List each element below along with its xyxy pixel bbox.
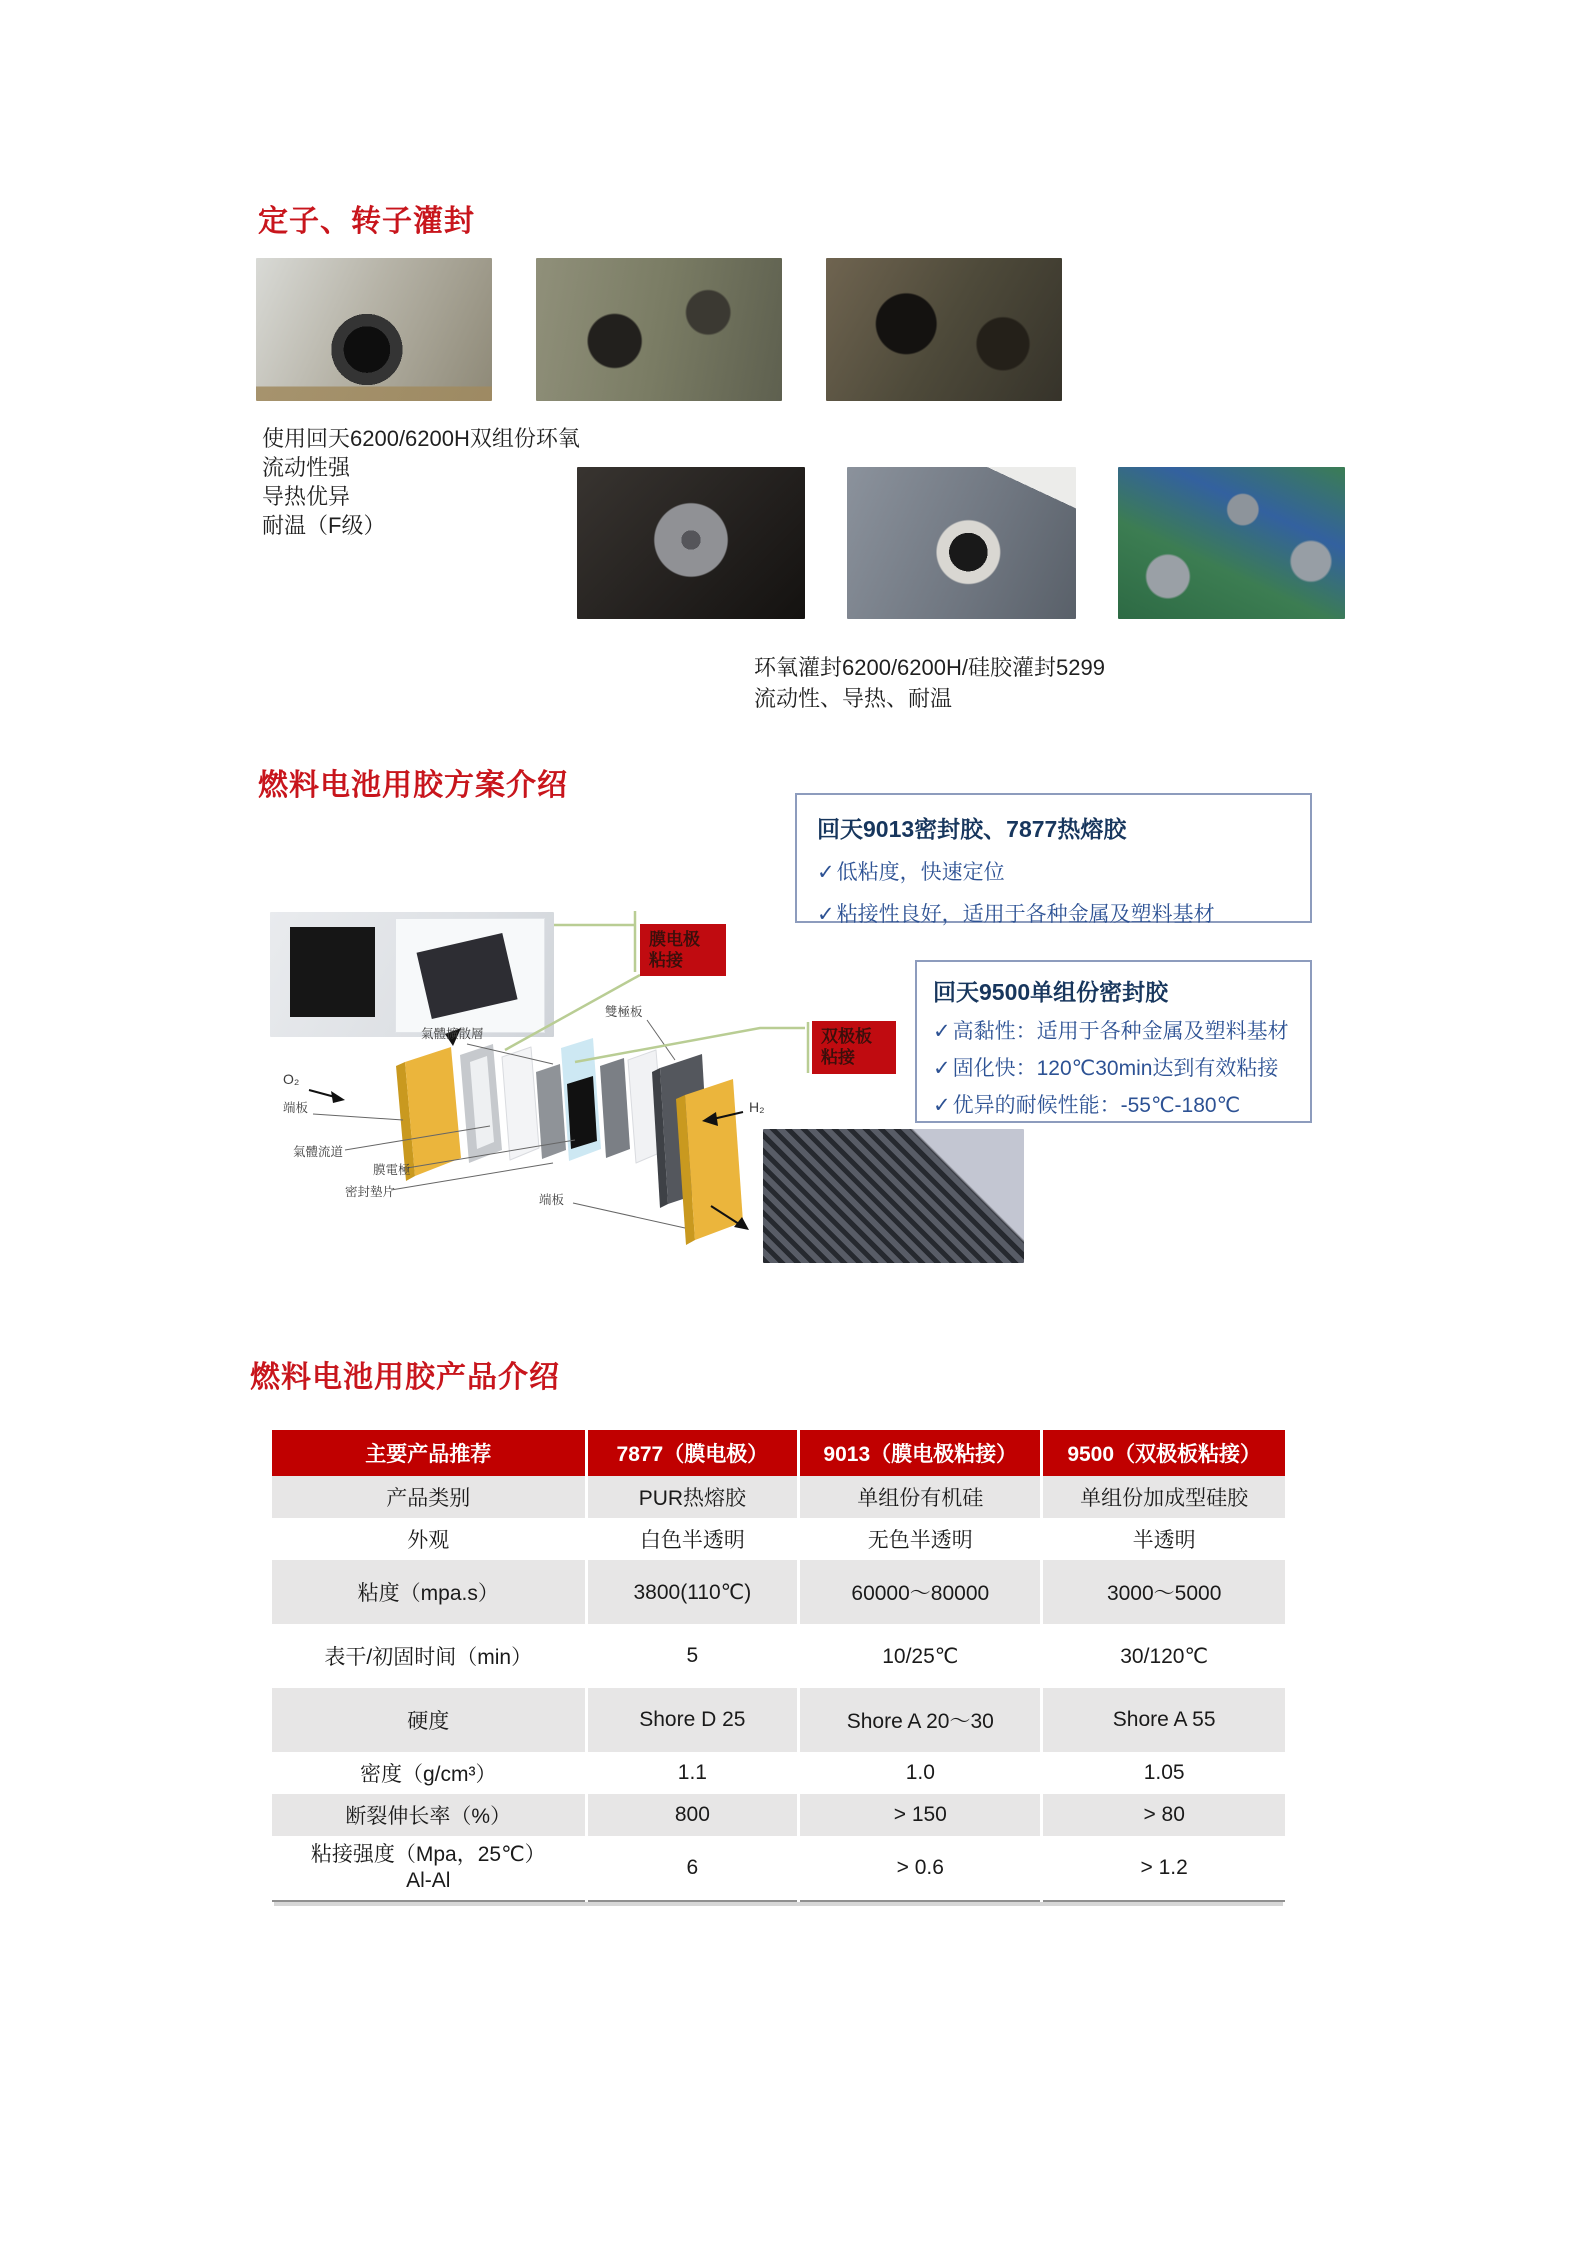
callout-line: 粘接 [821,1048,855,1067]
callout-line: 膜电极 [649,930,700,949]
spec-point-list [933,1015,1294,1119]
cell-value: 半透明 [1042,1518,1285,1560]
product-table-wrap [272,1430,1285,1902]
callout-line: 双极板 [821,1027,872,1046]
cell-value: 白色半透明 [586,1518,799,1560]
cell-value: Shore D 25 [586,1688,799,1752]
intro-line: 导热优异 [262,484,351,509]
cell-value: Shore A 55 [1042,1688,1285,1752]
cell-label: 产品类别 [272,1476,586,1518]
check-icon: ✓ [817,903,835,926]
cell-label: 硬度 [272,1688,586,1752]
table-row [272,1624,1285,1688]
table-row [272,1688,1285,1752]
col-header-product: 主要产品推荐 [272,1430,586,1476]
cell-value: 6 [586,1836,799,1901]
photo-stator-assembly-workshop [536,258,782,401]
table-row [272,1752,1285,1794]
spec-point-text: 固化快：120℃30min达到有效粘接 [952,1057,1279,1080]
cell-value: > 80 [1042,1794,1285,1836]
photo-bipolar-plate [763,1129,1024,1263]
label-end-plate-right: 端板 [539,1193,565,1207]
check-icon: ✓ [933,1094,951,1117]
cell-value: 单组份加成型硅胶 [1042,1476,1285,1518]
label-hydrogen: H₂ [749,1099,765,1115]
spec-point [933,1052,1294,1082]
label-gas-diffusion-layer: 氣體擴散層 [421,1027,484,1041]
cell-value: 5 [586,1624,799,1688]
table-row [272,1560,1285,1624]
photo-rotor-parts-workshop [826,258,1062,401]
intro-line: 耐温（F级） [262,513,386,538]
cell-value: > 0.6 [799,1836,1042,1901]
cell-value: > 1.2 [1042,1836,1285,1901]
cell-label: 断裂伸长率（%） [272,1794,586,1836]
caption-line: 流动性、导热、耐温 [754,686,953,711]
membrane-electrode-plate [567,1076,597,1149]
end-plate-right [685,1079,743,1240]
photo-motor-housings-floor [1118,467,1345,619]
cell-value: 1.05 [1042,1752,1285,1794]
cell-value: 60000～80000 [799,1560,1042,1624]
table-row [272,1518,1285,1560]
table-header-row [272,1430,1285,1476]
potting-intro-text [262,424,580,540]
cell-value: 单组份有机硅 [799,1476,1042,1518]
intro-line: 使用回天6200/6200H双组份环氧 [262,426,580,451]
cell-value: 10/25℃ [799,1624,1042,1688]
spec-point [933,1089,1294,1119]
label-membrane-electrode: 膜電極 [373,1163,411,1177]
cell-label: 外观 [407,1529,450,1552]
intro-line: 流动性强 [262,455,351,480]
spec-point-text: 低粘度，快速定位 [836,861,1005,884]
spec-point [933,1015,1294,1045]
spec-box-title: 回天9013密封胶、7877热熔胶 [817,816,1127,842]
product-spec-table [272,1430,1285,1902]
spec-box-9500 [915,960,1312,1123]
table-row [272,1476,1285,1518]
check-icon: ✓ [933,1057,951,1080]
cell-value: 1.1 [586,1752,799,1794]
cell-value: 1.0 [799,1752,1042,1794]
section-title-potting: 定子、转子灌封 [258,205,475,238]
cell-label-line: 粘接强度（Mpa，25℃） [310,1843,546,1866]
cell-value: 3000～5000 [1042,1560,1285,1624]
check-icon: ✓ [817,861,835,884]
photo-potted-stator-ring [847,467,1076,619]
spec-box-title: 回天9500单组份密封胶 [933,979,1169,1005]
connector-line [505,975,640,1050]
table-row [272,1794,1285,1836]
section-title-fuelcell-solution: 燃料电池用胶方案介绍 [258,769,568,802]
col-header-7877: 7877（膜电极） [586,1430,799,1476]
caption-line: 环氧灌封6200/6200H/硅胶灌封5299 [754,655,1105,680]
label-end-plate-left: 端板 [283,1101,309,1115]
cell-value: Shore A 20～30 [799,1688,1042,1752]
photo-rotor-lamination-star [577,467,805,619]
callout-membrane-electrode-bonding [640,924,726,976]
label-sealing-gasket: 密封墊片 [345,1185,396,1199]
photo-potted-stator-housing [256,258,492,401]
cell-label: 表干/初固时间（min） [324,1646,533,1669]
cell-label: 密度（g/cm³） [360,1763,497,1786]
cell-label [272,1836,586,1901]
spec-point-text: 优异的耐候性能：-55℃-180℃ [952,1094,1241,1117]
connector-line [575,1028,805,1062]
section-title-fuelcell-products: 燃料电池用胶产品介绍 [250,1361,560,1394]
cell-value: 800 [586,1794,799,1836]
cell-label: 粘度（mpa.s） [272,1560,586,1624]
cell-value: 30/120℃ [1042,1624,1285,1688]
cell-value: > 150 [799,1794,1042,1836]
spec-point-text: 粘接性良好，适用于各种金属及塑料基材 [836,903,1215,926]
table-row [272,1836,1285,1901]
callout-bipolar-plate-bonding [812,1021,896,1074]
label-oxygen: O₂ [283,1071,300,1087]
spec-point-text: 高黏性：适用于各种金属及塑料基材 [952,1020,1289,1043]
check-icon: ✓ [933,1020,951,1043]
col-header-9500: 9500（双极板粘接） [1042,1430,1285,1476]
label-gas-channel: 氣體流道 [293,1145,344,1159]
cell-value: PUR热熔胶 [586,1476,799,1518]
cell-value: 3800(110℃) [586,1560,799,1624]
col-header-9013: 9013（膜电极粘接） [799,1430,1042,1476]
cell-value: 无色半透明 [799,1518,1042,1560]
cell-label-line: Al-Al [406,1869,451,1892]
callout-line: 粘接 [649,951,683,970]
potting-caption [754,652,1105,714]
label-bipolar-plate: 雙極板 [605,1005,643,1019]
spec-point [817,856,1290,886]
